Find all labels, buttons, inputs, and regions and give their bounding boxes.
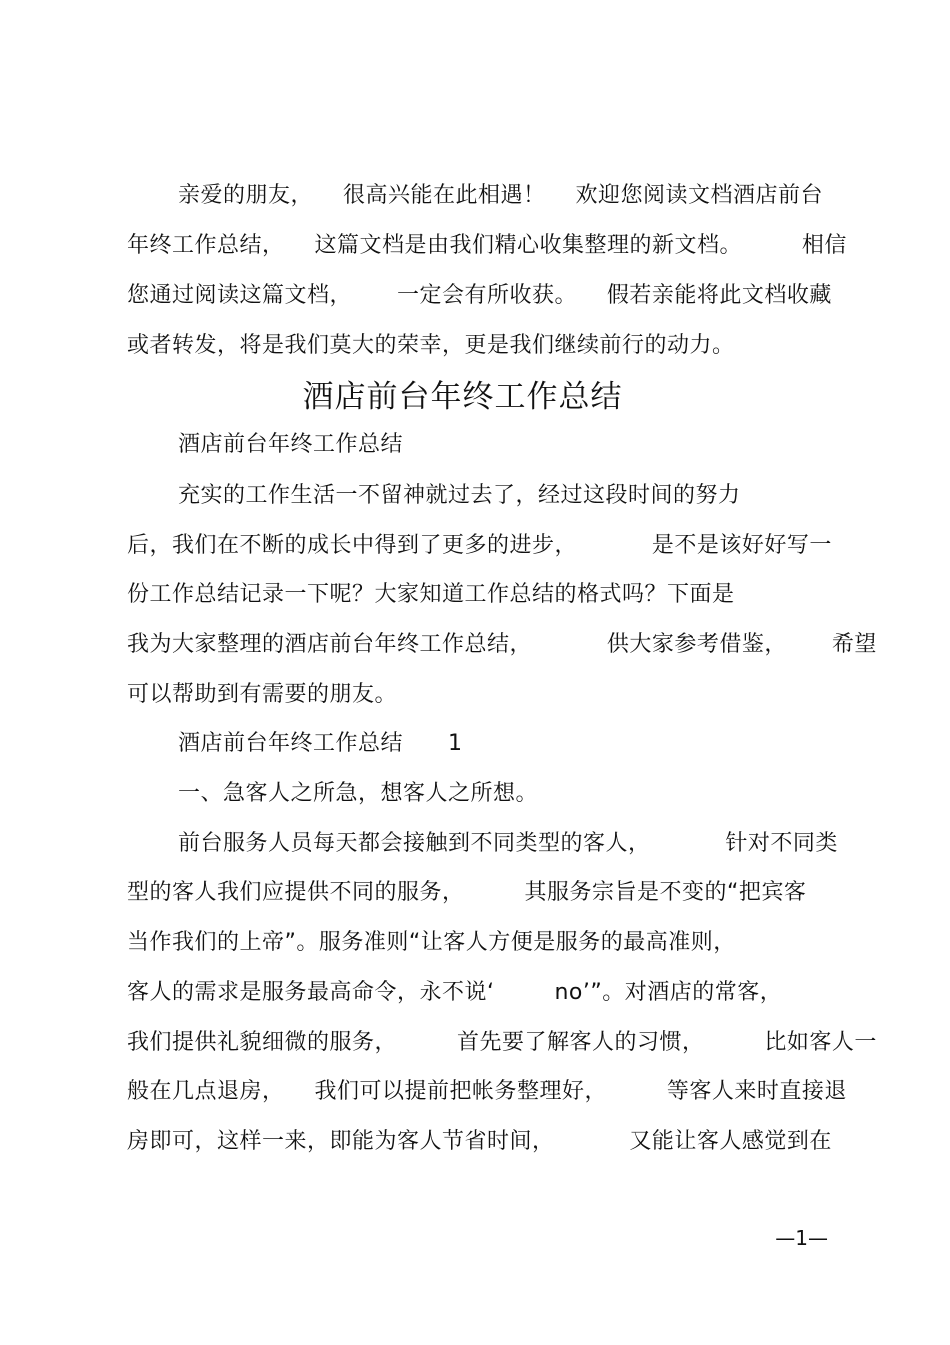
section-title: 酒店前台年终工作总结 1 [178,731,463,756]
body-line: 客人的需求是服务最高命令，永不说‘ no’”。对酒店的常客， [127,980,783,1005]
intro-line: 年终工作总结， 这篇文档是由我们精心收集整理的新文档。 相信 [127,233,847,258]
body-line: 份工作总结记录一下呢？大家知道工作总结的格式吗？下面是 [127,582,735,607]
body-line: 房即可，这样一来，即能为客人节省时间， 又能让客人感觉到在 [127,1129,832,1154]
section-heading: 一、急客人之所急，想客人之所想。 [178,781,539,806]
document-subtitle: 酒店前台年终工作总结 [178,432,404,457]
intro-line: 亲爱的朋友， 很高兴能在此相遇！ 欢迎您阅读文档酒店前台 [178,183,823,208]
body-line: 般在几点退房， 我们可以提前把帐务整理好， 等客人来时直接退 [127,1079,847,1104]
body-line: 充实的工作生活一不留神就过去了，经过这段时间的努力 [178,483,741,508]
body-line: 可以帮助到有需要的朋友。 [127,682,398,707]
body-line: 型的客人我们应提供不同的服务， 其服务宗旨是不变的“把宾客 [127,880,807,905]
body-line: 当作我们的上帝”。服务准则“让客人方便是服务的最高准则， [127,930,736,955]
page-number: —1— [775,1226,828,1250]
intro-line: 您通过阅读这篇文档， 一定会有所收获。 假若亲能将此文档收藏 [127,283,832,308]
body-line: 我为大家整理的酒店前台年终工作总结， 供大家参考借鉴， 希望 [127,632,877,657]
body-line: 后，我们在不断的成长中得到了更多的进步， 是不是该好好写一 [127,533,832,558]
body-line: 我们提供礼貌细微的服务， 首先要了解客人的习惯， 比如客人一 [127,1030,877,1055]
body-line: 前台服务人员每天都会接触到不同类型的客人， 针对不同类 [178,831,838,856]
intro-line: 或者转发，将是我们莫大的荣幸，更是我们继续前行的动力。 [127,333,735,358]
document-title: 酒店前台年终工作总结 [302,379,623,415]
